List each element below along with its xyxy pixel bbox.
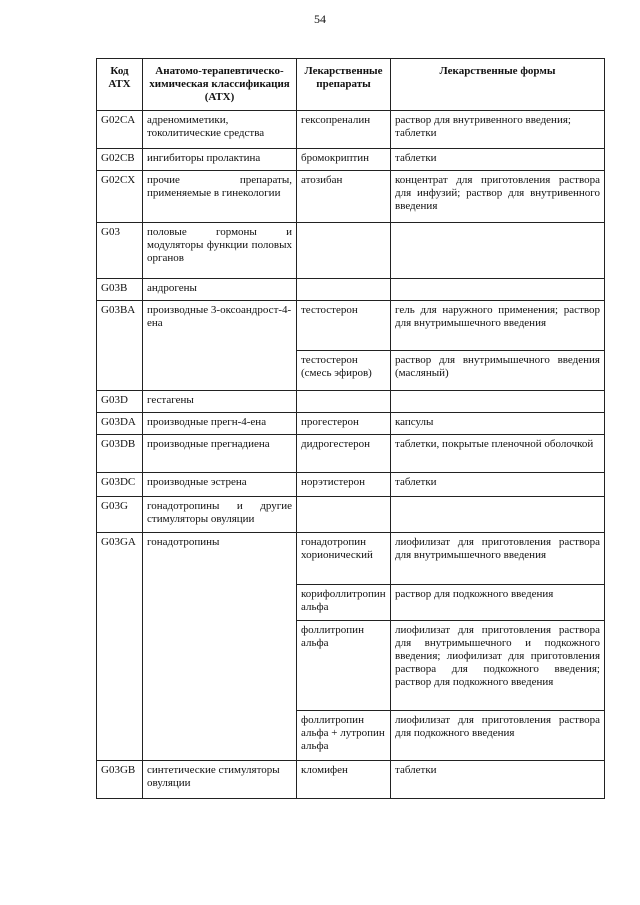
drug-cell: тестостерон bbox=[297, 301, 391, 351]
table-row bbox=[97, 301, 605, 351]
table-row bbox=[97, 149, 605, 171]
drug-cell: прогестерон bbox=[297, 413, 391, 435]
drug-cell bbox=[297, 497, 391, 533]
form-cell: лиофилизат для приготовления раствора для внутримышечного и подкожного введения; лиофилизат для приготовления раствора для подкожного введения; раствор для подкожного введения bbox=[391, 621, 605, 711]
drug-cell: фоллитропин альфа + лутропин альфа bbox=[297, 711, 391, 761]
code-cell: G03GA bbox=[97, 533, 143, 761]
form-cell: капсулы bbox=[391, 413, 605, 435]
form-cell: лиофилизат для приготовления раствора для внутримышечного введения bbox=[391, 533, 605, 585]
drug-cell bbox=[297, 279, 391, 301]
drug-cell: кломифен bbox=[297, 761, 391, 799]
drug-cell: бромокриптин bbox=[297, 149, 391, 171]
class-cell: синтетические стимуляторы овуляции bbox=[143, 761, 297, 799]
drug-cell: гонадотропин хорионический bbox=[297, 533, 391, 585]
table-row bbox=[97, 473, 605, 497]
code-cell: G03DB bbox=[97, 435, 143, 473]
drug-cell bbox=[297, 223, 391, 279]
class-cell: половые гормоны и модуляторы функции половых органов bbox=[143, 223, 297, 279]
form-cell bbox=[391, 391, 605, 413]
drug-cell: фоллитропин альфа bbox=[297, 621, 391, 711]
table-row bbox=[97, 497, 605, 533]
form-cell: лиофилизат для приготовления раствора для подкожного введения bbox=[391, 711, 605, 761]
class-cell: производные 3-оксоандрост-4-ена bbox=[143, 301, 297, 391]
code-cell: G03 bbox=[97, 223, 143, 279]
drug-cell: тестостерон (смесь эфиров) bbox=[297, 351, 391, 391]
table-row bbox=[97, 391, 605, 413]
table-row bbox=[97, 171, 605, 223]
class-cell: андрогены bbox=[143, 279, 297, 301]
code-cell: G03DA bbox=[97, 413, 143, 435]
form-cell: концентрат для приготовления раствора для инфузий; раствор для внутривенного введения bbox=[391, 171, 605, 223]
form-cell bbox=[391, 223, 605, 279]
table-row bbox=[97, 533, 605, 585]
header-drugs: Лекарственные препараты bbox=[297, 59, 391, 111]
table-header-row bbox=[97, 59, 605, 111]
header-code: Код АТХ bbox=[97, 59, 143, 111]
atx-table bbox=[96, 58, 605, 799]
drug-cell: атозибан bbox=[297, 171, 391, 223]
table-row bbox=[97, 279, 605, 301]
code-cell: G03GB bbox=[97, 761, 143, 799]
class-cell: производные эстрена bbox=[143, 473, 297, 497]
page-number: 54 bbox=[314, 12, 326, 26]
drug-cell: дидрогестерон bbox=[297, 435, 391, 473]
form-cell: таблетки bbox=[391, 149, 605, 171]
form-cell: таблетки, покрытые пленочной оболочкой bbox=[391, 435, 605, 473]
table-row bbox=[97, 435, 605, 473]
code-cell: G02CX bbox=[97, 171, 143, 223]
class-cell: гонадотропины bbox=[143, 533, 297, 761]
code-cell: G03G bbox=[97, 497, 143, 533]
class-cell: гонадотропины и другие стимуляторы овуляции bbox=[143, 497, 297, 533]
drug-cell: норэтистерон bbox=[297, 473, 391, 497]
header-classification: Анатомо-терапевтическо-химическая классификация (АТХ) bbox=[143, 59, 297, 111]
class-cell: производные прегн-4-ена bbox=[143, 413, 297, 435]
form-cell: таблетки bbox=[391, 473, 605, 497]
class-cell: прочие препараты, применяемые в гинекологии bbox=[143, 171, 297, 223]
form-cell: таблетки bbox=[391, 761, 605, 799]
form-cell: раствор для внутримышечного введения (масляный) bbox=[391, 351, 605, 391]
table-row bbox=[97, 223, 605, 279]
form-cell bbox=[391, 279, 605, 301]
form-cell: раствор для внутривенного введения; таблетки bbox=[391, 111, 605, 149]
drug-cell: корифоллитропин альфа bbox=[297, 585, 391, 621]
table-row bbox=[97, 111, 605, 149]
header-forms: Лекарственные формы bbox=[391, 59, 605, 111]
table-row bbox=[97, 761, 605, 799]
code-cell: G02CA bbox=[97, 111, 143, 149]
code-cell: G02CB bbox=[97, 149, 143, 171]
code-cell: G03BA bbox=[97, 301, 143, 391]
drug-cell: гексопреналин bbox=[297, 111, 391, 149]
table-row bbox=[97, 413, 605, 435]
code-cell: G03B bbox=[97, 279, 143, 301]
code-cell: G03DC bbox=[97, 473, 143, 497]
drug-cell bbox=[297, 391, 391, 413]
class-cell: гестагены bbox=[143, 391, 297, 413]
code-cell: G03D bbox=[97, 391, 143, 413]
form-cell: раствор для подкожного введения bbox=[391, 585, 605, 621]
form-cell: гель для наружного применения; раствор для внутримышечного введения bbox=[391, 301, 605, 351]
form-cell bbox=[391, 497, 605, 533]
class-cell: производные прегнадиена bbox=[143, 435, 297, 473]
class-cell: ингибиторы пролактина bbox=[143, 149, 297, 171]
class-cell: адреномиметики, токолитические средства bbox=[143, 111, 297, 149]
